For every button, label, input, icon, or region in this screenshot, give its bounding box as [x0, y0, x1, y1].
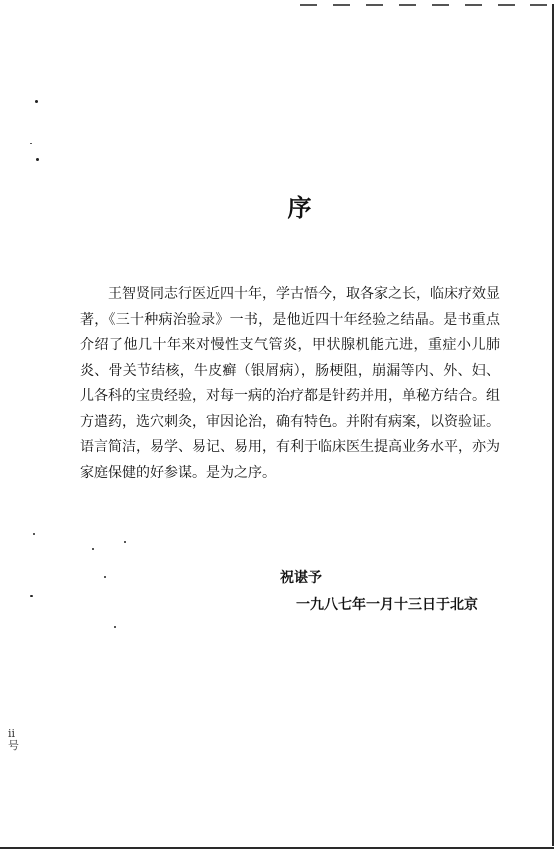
scan-speck — [92, 548, 94, 550]
scan-speck — [33, 533, 35, 535]
scan-speck — [30, 143, 32, 144]
scan-edge-dash — [498, 4, 515, 6]
scan-speck — [124, 541, 126, 543]
scan-edge-dash — [399, 4, 416, 6]
scan-edge-dash — [432, 4, 449, 6]
scan-edge-right — [552, 4, 554, 846]
margin-mark: ii 号 — [8, 727, 19, 752]
preface-title: 序 — [287, 193, 313, 222]
scan-speck — [114, 626, 116, 628]
signature-date-place: 一九八七年一月十三日于北京 — [296, 597, 478, 613]
scan-speck — [104, 576, 106, 578]
scan-edge-dash — [366, 4, 383, 6]
preface-body: 王智贤同志行医近四十年，学古悟今，取各家之长，临床疗效显著，《三十种病治验录》一书，是他近四十年经验之结晶。是书重点介绍了他几十年来对慢性支气管炎，甲状腺机能亢进，重症小儿肺炎、骨关节结核，牛皮癣（银屑病），肠梗阻，崩漏等内、外、妇、儿各科的宝贵经验，对每一病的治疗都是针药并用，单秘方结合。组方遣药，选穴刺灸，审因论治，确有特色。并附有病案，以资验证。语言简洁，易学、易记、易用，有利于临床医生提高业务水平，亦为家庭保健的好参谋。是为之序。 — [80, 286, 500, 481]
scan-speck — [30, 595, 33, 597]
scan-edge-bottom — [0, 847, 554, 849]
scan-edge-dash — [333, 4, 350, 6]
scan-speck — [35, 100, 38, 103]
scan-speck — [36, 158, 39, 161]
scan-edge-dash — [530, 4, 547, 6]
author-signature: 祝谌予 — [280, 570, 322, 586]
scan-edge-dash — [465, 4, 482, 6]
scan-edge-dash — [300, 4, 317, 6]
